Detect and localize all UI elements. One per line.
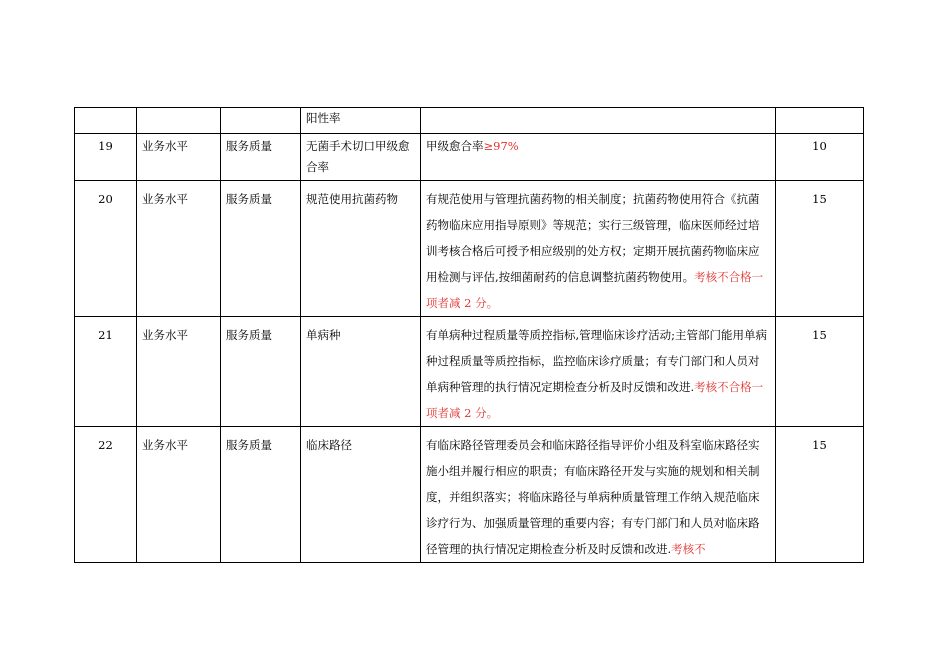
cell-category: 业务水平 <box>137 317 221 427</box>
cell-standard <box>421 427 776 563</box>
cell-score <box>776 108 864 134</box>
cell-item: 单病种 <box>301 317 421 427</box>
standard-target-value: ≥97% <box>483 139 519 153</box>
cell-subcategory: 服务质量 <box>221 134 301 181</box>
cell-no: 19 <box>75 134 137 181</box>
cell-item: 规范使用抗菌药物 <box>301 181 421 317</box>
cell-category: 业务水平 <box>137 134 221 181</box>
standard-text: 甲级愈合率 <box>426 139 484 153</box>
cell-standard <box>421 134 776 181</box>
standard-text: 有临床路径管理委员会和临床路径指导评价小组及科室临床路径实施小组并履行相应的职责；有临床路径开发与实施的规划和相关制度，并组织落实；将临床路径与单病种质量管理工作纳入规范临床诊疗行为、加强质量管理的重要内容；有专门部门和人员对临床路径管理的执行情况定期检查分析及时反馈和改进. <box>426 438 760 556</box>
cell-subcategory: 服务质量 <box>221 181 301 317</box>
cell-no: 21 <box>75 317 137 427</box>
cell-no: 22 <box>75 427 137 563</box>
evaluation-table <box>74 107 864 563</box>
standard-penalty-text: 考核不合格一项者减 2 分。 <box>426 380 764 420</box>
standard-penalty-text: 考核不合格一项者减 2 分。 <box>426 270 764 310</box>
cell-category: 业务水平 <box>137 427 221 563</box>
cell-score: 15 <box>776 317 864 427</box>
cell-score: 15 <box>776 181 864 317</box>
cell-subcategory: 服务质量 <box>221 427 301 563</box>
standard-penalty-text: 考核不 <box>671 542 706 556</box>
cell-item: 阳性率 <box>301 108 421 134</box>
standard-text: 有规范使用与管理抗菌药物的相关制度；抗菌药物使用符合《抗菌药物临床应用指导原则》等规范；实行三级管理，临床医师经过培训考核合格后可授予相应级别的处方权；定期开展抗菌药物临床应用检测与评估,按细菌耐药的信息调整抗菌药物使用。 <box>426 192 760 284</box>
table-row <box>75 108 864 134</box>
table-row <box>75 317 864 427</box>
table-row <box>75 427 864 563</box>
cell-score: 10 <box>776 134 864 181</box>
cell-item: 临床路径 <box>301 427 421 563</box>
cell-category: 业务水平 <box>137 181 221 317</box>
cell-score: 15 <box>776 427 864 563</box>
cell-subcategory <box>221 108 301 134</box>
cell-standard <box>421 317 776 427</box>
standard-text: 有单病种过程质量等质控指标,管理临床诊疗活动;主管部门能用单病种过程质量等质控指标，监控临床诊疗质量；有专门部门和人员对单病种管理的执行情况定期检查分析及时反馈和改进. <box>426 328 768 394</box>
cell-standard <box>421 108 776 134</box>
table-row <box>75 181 864 317</box>
cell-standard <box>421 181 776 317</box>
table-row <box>75 134 864 181</box>
cell-no <box>75 108 137 134</box>
cell-subcategory: 服务质量 <box>221 317 301 427</box>
cell-no: 20 <box>75 181 137 317</box>
cell-category <box>137 108 221 134</box>
cell-item: 无菌手术切口甲级愈合率 <box>301 134 421 181</box>
